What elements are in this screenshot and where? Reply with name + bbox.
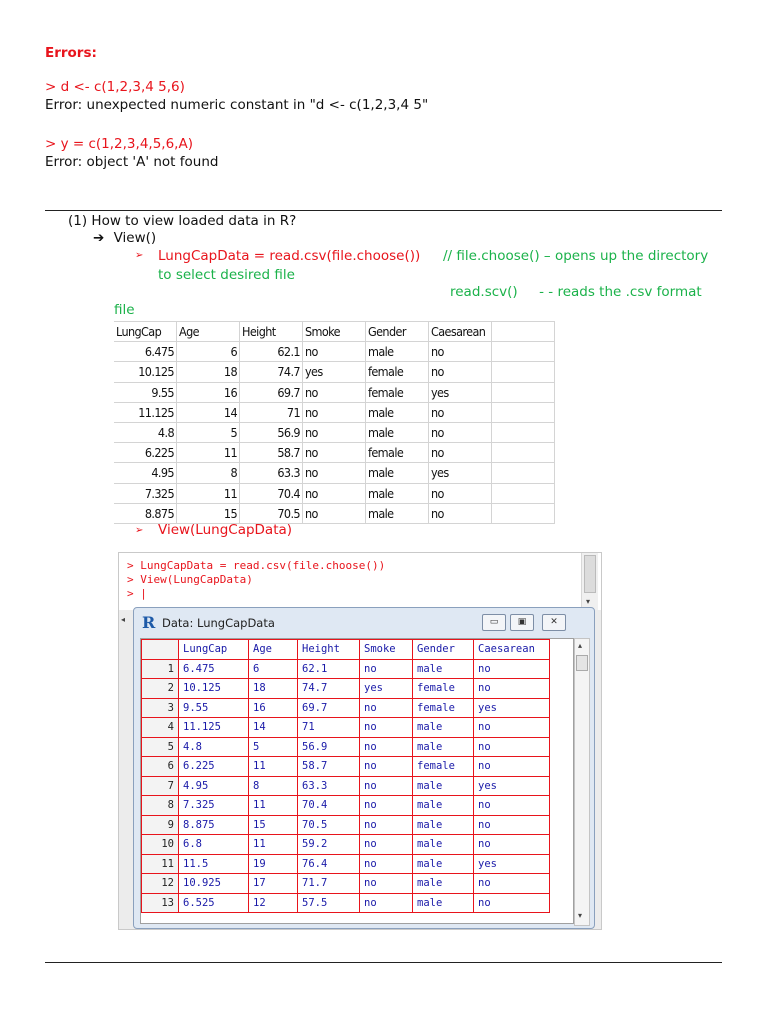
r-table-cell[interactable]: 17 [249, 874, 298, 894]
spreadsheet-row [114, 362, 555, 382]
r-table-cell[interactable]: no [360, 893, 413, 913]
spreadsheet-row [114, 422, 555, 442]
scroll-left-icon[interactable]: ◂ [121, 615, 126, 624]
r-column-header[interactable]: Age [249, 640, 298, 660]
spreadsheet-cell: 63.3 [240, 463, 303, 483]
r-table-row [142, 776, 550, 796]
r-table-cell[interactable]: male [413, 796, 474, 816]
r-table-cell[interactable]: 11 [249, 757, 298, 777]
r-table-cell[interactable]: no [474, 718, 550, 738]
r-console-output [119, 553, 601, 610]
r-table-cell[interactable]: 6.475 [179, 659, 249, 679]
r-table-cell[interactable]: 5 [249, 737, 298, 757]
r-table-cell[interactable]: yes [474, 854, 550, 874]
r-table-cell[interactable]: yes [474, 698, 550, 718]
spreadsheet-header: Smoke [303, 322, 366, 342]
spreadsheet-cell [492, 503, 555, 523]
r-window-title: Data: LungCapData [162, 616, 275, 630]
r-table-cell[interactable]: no [474, 757, 550, 777]
spreadsheet-row [114, 483, 555, 503]
r-table-cell[interactable]: 62.1 [298, 659, 360, 679]
comment-file-choose-cont: to select desired file [158, 267, 295, 283]
console-line: > LungCapData = read.csv(file.choose()) [127, 559, 386, 572]
spreadsheet-cell: no [303, 483, 366, 503]
r-row-number[interactable]: 3 [142, 698, 179, 718]
r-row-number[interactable]: 4 [142, 718, 179, 738]
r-table-cell[interactable]: no [474, 737, 550, 757]
spreadsheet-header [492, 322, 555, 342]
spreadsheet-cell [492, 382, 555, 402]
restore-button[interactable]: ▣ [510, 614, 534, 631]
r-column-header[interactable]: LungCap [179, 640, 249, 660]
r-row-number[interactable]: 13 [142, 893, 179, 913]
r-table-cell[interactable]: male [413, 854, 474, 874]
spreadsheet-cell [492, 483, 555, 503]
spreadsheet-cell: 10.125 [114, 362, 177, 382]
r-table-cell[interactable]: 4.8 [179, 737, 249, 757]
r-table-cell[interactable]: no [360, 874, 413, 894]
r-table-cell[interactable]: 70.5 [298, 815, 360, 835]
r-table-cell[interactable]: no [474, 679, 550, 699]
console-line: > | [127, 587, 147, 600]
spreadsheet-cell: 11 [177, 483, 240, 503]
r-table-cell[interactable]: 14 [249, 718, 298, 738]
r-table-row [142, 815, 550, 835]
spreadsheet-cell: no [303, 463, 366, 483]
r-console-screenshot [118, 552, 602, 930]
r-table-cell[interactable]: 63.3 [298, 776, 360, 796]
spreadsheet-cell: no [303, 503, 366, 523]
spreadsheet-cell: 9.55 [114, 382, 177, 402]
r-table-row [142, 659, 550, 679]
r-table-cell[interactable]: 71.7 [298, 874, 360, 894]
spreadsheet-row [114, 402, 555, 422]
spreadsheet-cell: no [303, 402, 366, 422]
spreadsheet-cell [492, 342, 555, 362]
spreadsheet-cell: male [366, 402, 429, 422]
spreadsheet-cell: 8.875 [114, 503, 177, 523]
spreadsheet-cell: no [303, 382, 366, 402]
spreadsheet-cell: no [429, 402, 492, 422]
view-label: View() [113, 230, 157, 246]
r-table-cell[interactable]: 69.7 [298, 698, 360, 718]
spreadsheet-cell: 4.8 [114, 422, 177, 442]
spreadsheet-cell: 18 [177, 362, 240, 382]
r-table-cell[interactable]: 9.55 [179, 698, 249, 718]
r-row-number[interactable]: 2 [142, 679, 179, 699]
spreadsheet-cell [492, 362, 555, 382]
spreadsheet-cell: no [429, 503, 492, 523]
spreadsheet-cell: yes [303, 362, 366, 382]
console-line: > View(LungCapData) [127, 573, 253, 586]
spreadsheet-table [114, 321, 555, 524]
comment-read-scv: read.scv() - - reads the .csv format [450, 284, 702, 300]
spreadsheet-cell: no [429, 342, 492, 362]
r-table-cell[interactable]: 11 [249, 796, 298, 816]
spreadsheet-cell: 70.4 [240, 483, 303, 503]
spreadsheet-header: Gender [366, 322, 429, 342]
r-table-cell[interactable]: 11.125 [179, 718, 249, 738]
r-table-cell[interactable]: 71 [298, 718, 360, 738]
r-table-row [142, 757, 550, 777]
spreadsheet-header: Caesarean [429, 322, 492, 342]
r-table-cell[interactable]: no [360, 796, 413, 816]
view-item [93, 229, 156, 247]
spreadsheet-cell: male [366, 483, 429, 503]
r-table-row [142, 796, 550, 816]
spreadsheet-row [114, 463, 555, 483]
spreadsheet-cell: no [429, 443, 492, 463]
r-window-titlebar[interactable] [134, 608, 594, 634]
r-table-row [142, 718, 550, 738]
comment-read-scv-cont: file [114, 302, 135, 318]
r-table-cell[interactable]: male [413, 776, 474, 796]
spreadsheet-cell: 16 [177, 382, 240, 402]
spreadsheet-cell: male [366, 463, 429, 483]
spreadsheet-row [114, 342, 555, 362]
r-data-grid [140, 638, 574, 924]
divider-top [45, 210, 722, 211]
bullet-arrow-icon: ➢ [135, 250, 144, 261]
spreadsheet-header: Age [177, 322, 240, 342]
r-table-row [142, 737, 550, 757]
r-table-cell[interactable]: no [474, 815, 550, 835]
r-data-table [141, 639, 550, 913]
r-row-number[interactable]: 9 [142, 815, 179, 835]
spreadsheet-cell: female [366, 362, 429, 382]
r-table-cell[interactable]: no [360, 854, 413, 874]
r-column-header[interactable]: Smoke [360, 640, 413, 660]
r-table-cell[interactable]: 6.225 [179, 757, 249, 777]
r-row-number[interactable]: 11 [142, 854, 179, 874]
minimize-button[interactable]: ▭ [482, 614, 506, 631]
r-table-cell[interactable]: 8.875 [179, 815, 249, 835]
r-table-cell[interactable]: male [413, 815, 474, 835]
error-message-1: Error: unexpected numeric constant in "d <- c(1,2,3,4 5" [45, 97, 429, 113]
spreadsheet-cell: 15 [177, 503, 240, 523]
spreadsheet-cell: no [303, 342, 366, 362]
r-table-cell[interactable]: 12 [249, 893, 298, 913]
r-table-cell[interactable]: male [413, 718, 474, 738]
r-table-cell[interactable]: no [360, 835, 413, 855]
r-table-cell[interactable]: 16 [249, 698, 298, 718]
spreadsheet-cell: 6.225 [114, 443, 177, 463]
r-table-row [142, 854, 550, 874]
spreadsheet-row [114, 382, 555, 402]
r-column-header[interactable]: Height [298, 640, 360, 660]
r-table-cell[interactable]: 57.5 [298, 893, 360, 913]
r-table-cell[interactable]: 56.9 [298, 737, 360, 757]
spreadsheet-cell: 71 [240, 402, 303, 422]
r-table-row [142, 679, 550, 699]
spreadsheet-cell: no [303, 422, 366, 442]
read-csv-command: LungCapData = read.csv(file.choose()) [158, 248, 421, 264]
comment-file-choose: // file.choose() – opens up the directory [443, 248, 709, 264]
r-table-cell[interactable]: no [360, 776, 413, 796]
spreadsheet-cell: 74.7 [240, 362, 303, 382]
spreadsheet-cell: 4.95 [114, 463, 177, 483]
r-table-cell[interactable]: 4.95 [179, 776, 249, 796]
r-table-cell[interactable]: no [474, 796, 550, 816]
spreadsheet-cell: female [366, 382, 429, 402]
r-table-cell[interactable]: 76.4 [298, 854, 360, 874]
error-command-1: > d <- c(1,2,3,4 5,6) [45, 79, 185, 95]
r-table-row [142, 698, 550, 718]
console-scrollbar[interactable] [581, 553, 598, 610]
r-table-cell[interactable]: 8 [249, 776, 298, 796]
spreadsheet-cell: 5 [177, 422, 240, 442]
r-row-number[interactable]: 6 [142, 757, 179, 777]
spreadsheet-header: Height [240, 322, 303, 342]
errors-heading: Errors: [45, 45, 97, 61]
bullet-arrow-icon: ➢ [135, 525, 144, 536]
r-table-cell[interactable]: 11 [249, 835, 298, 855]
spreadsheet-cell: male [366, 503, 429, 523]
section-question: (1) How to view loaded data in R? [68, 213, 297, 229]
spreadsheet-cell: 69.7 [240, 382, 303, 402]
r-table-cell[interactable]: 74.7 [298, 679, 360, 699]
spreadsheet-cell: 6.475 [114, 342, 177, 362]
r-table-cell[interactable]: 70.4 [298, 796, 360, 816]
spreadsheet-cell: male [366, 422, 429, 442]
view-command: View(LungCapData) [158, 522, 293, 538]
spreadsheet-cell: no [429, 483, 492, 503]
r-table-row [142, 874, 550, 894]
r-table-cell[interactable]: no [474, 835, 550, 855]
r-table-cell[interactable]: male [413, 893, 474, 913]
r-table-cell[interactable]: 6 [249, 659, 298, 679]
r-table-cell[interactable]: female [413, 679, 474, 699]
r-table-cell[interactable]: 11.5 [179, 854, 249, 874]
r-header-row [142, 640, 550, 660]
r-table-cell[interactable]: female [413, 757, 474, 777]
spreadsheet-header: LungCap [114, 322, 177, 342]
r-grid-scrollbar[interactable] [574, 638, 590, 926]
spreadsheet-cell [492, 443, 555, 463]
r-table-cell[interactable]: 10.125 [179, 679, 249, 699]
r-table-cell[interactable]: no [360, 698, 413, 718]
r-table-cell[interactable]: no [360, 815, 413, 835]
scroll-down-icon[interactable]: ▾ [586, 597, 591, 606]
spreadsheet-cell: no [429, 422, 492, 442]
spreadsheet-cell: 70.5 [240, 503, 303, 523]
spreadsheet-cell: 8 [177, 463, 240, 483]
r-data-viewer-window [133, 607, 595, 929]
divider-bottom [45, 962, 722, 963]
r-table-cell[interactable]: male [413, 835, 474, 855]
scroll-up-icon[interactable]: ▴ [578, 641, 583, 650]
r-table-cell[interactable]: 7.325 [179, 796, 249, 816]
right-arrow-icon: ➔ [93, 230, 105, 246]
spreadsheet-cell [492, 402, 555, 422]
spreadsheet-header-row [114, 322, 555, 342]
r-table-cell[interactable]: female [413, 698, 474, 718]
r-table-cell[interactable]: yes [360, 679, 413, 699]
error-message-2: Error: object 'A' not found [45, 154, 219, 170]
r-table-cell[interactable]: 6.525 [179, 893, 249, 913]
spreadsheet-cell: yes [429, 382, 492, 402]
spreadsheet-cell: 11 [177, 443, 240, 463]
r-table-cell[interactable]: no [360, 718, 413, 738]
r-table-cell[interactable]: no [474, 893, 550, 913]
r-row-number[interactable]: 7 [142, 776, 179, 796]
spreadsheet-cell: 7.325 [114, 483, 177, 503]
spreadsheet-cell: 14 [177, 402, 240, 422]
r-table-cell[interactable]: no [474, 874, 550, 894]
r-table-cell[interactable]: 18 [249, 679, 298, 699]
spreadsheet-cell: 56.9 [240, 422, 303, 442]
r-table-row [142, 893, 550, 913]
r-column-header[interactable]: Caesarean [474, 640, 550, 660]
error-command-2: > y = c(1,2,3,4,5,6,A) [45, 136, 193, 152]
r-table-cell[interactable]: male [413, 874, 474, 894]
console-scrollbar-thumb[interactable] [584, 555, 596, 593]
r-table-cell[interactable]: 59.2 [298, 835, 360, 855]
r-row-number[interactable]: 8 [142, 796, 179, 816]
r-logo-icon: R [142, 613, 156, 632]
r-table-row [142, 835, 550, 855]
r-corner-cell [142, 640, 179, 660]
spreadsheet-cell: yes [429, 463, 492, 483]
close-button[interactable]: ✕ [542, 614, 566, 631]
r-grid-scrollbar-thumb[interactable] [576, 655, 588, 671]
spreadsheet-cell [492, 463, 555, 483]
r-table-cell[interactable]: 10.925 [179, 874, 249, 894]
spreadsheet-cell: 6 [177, 342, 240, 362]
r-table-cell[interactable]: 6.8 [179, 835, 249, 855]
spreadsheet-cell: male [366, 342, 429, 362]
r-column-header[interactable]: Gender [413, 640, 474, 660]
spreadsheet-cell [492, 422, 555, 442]
scroll-down-icon[interactable]: ▾ [578, 911, 583, 920]
r-table-cell[interactable]: no [474, 659, 550, 679]
spreadsheet-cell: 62.1 [240, 342, 303, 362]
r-table-cell[interactable]: male [413, 659, 474, 679]
spreadsheet-cell: 11.125 [114, 402, 177, 422]
r-table-cell[interactable]: 58.7 [298, 757, 360, 777]
r-row-number[interactable]: 10 [142, 835, 179, 855]
r-row-number[interactable]: 12 [142, 874, 179, 894]
r-table-cell[interactable]: no [360, 659, 413, 679]
r-table-cell[interactable]: no [360, 737, 413, 757]
r-table-cell[interactable]: male [413, 737, 474, 757]
r-row-number[interactable]: 5 [142, 737, 179, 757]
r-row-number[interactable]: 1 [142, 659, 179, 679]
spreadsheet-row [114, 443, 555, 463]
spreadsheet-cell: 58.7 [240, 443, 303, 463]
spreadsheet-cell: female [366, 443, 429, 463]
spreadsheet-cell: no [303, 443, 366, 463]
spreadsheet-cell: no [429, 362, 492, 382]
r-table-cell[interactable]: no [360, 757, 413, 777]
r-table-cell[interactable]: 15 [249, 815, 298, 835]
r-table-cell[interactable]: yes [474, 776, 550, 796]
r-table-cell[interactable]: 19 [249, 854, 298, 874]
